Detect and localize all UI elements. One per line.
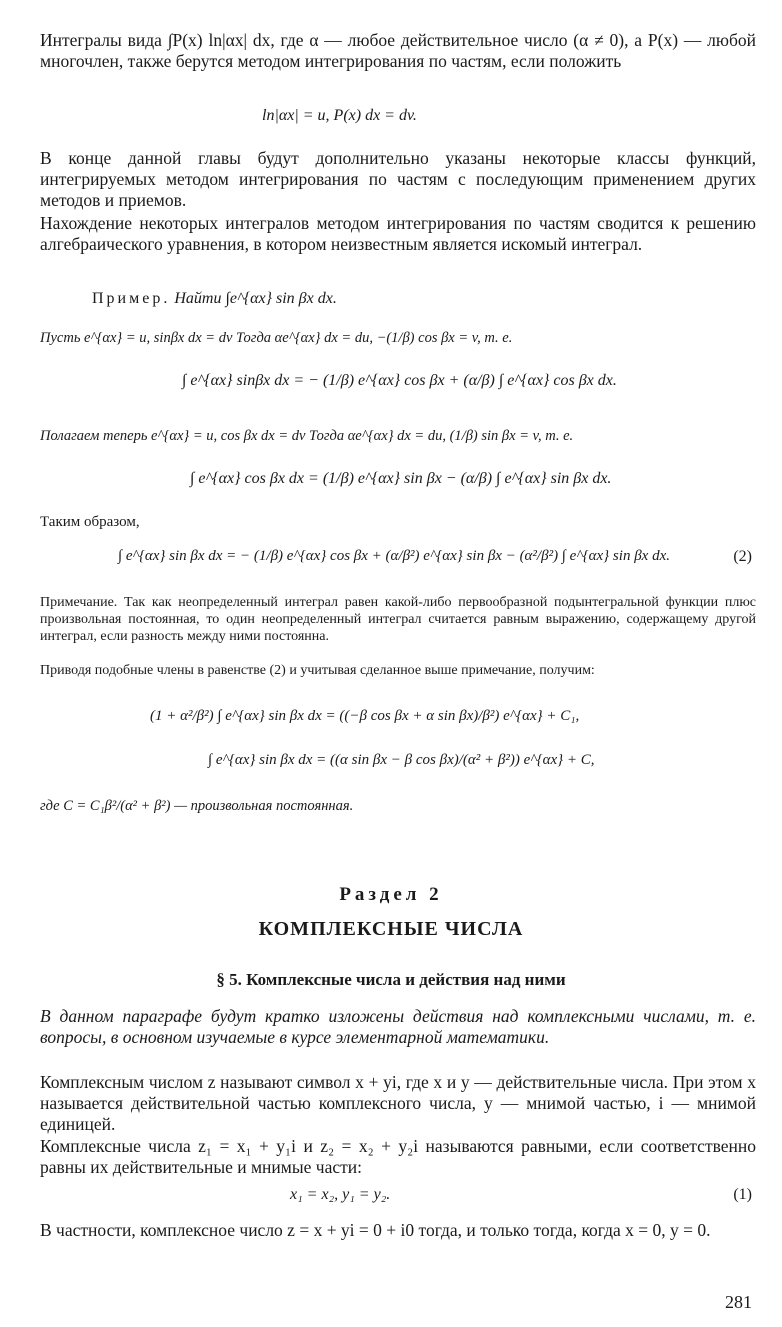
page-number: 281	[725, 1292, 752, 1312]
example-task: Найти ∫e^{αx} sin βx dx.	[174, 290, 337, 307]
example-label: Пример.	[92, 290, 171, 307]
paragraph-zero-complex: В частности, комплексное число z = x + yi = 0 + i0 тогда, и только тогда, когда x = 0, y = 0.	[40, 1220, 711, 1240]
note-paragraph: Примечание. Так как неопределенный интеграл равен какой-либо первообразной подынтегральной функции плюс произвольная постоянная, то один неопределенный интеграл считается равным выражению, содержащему другой интеграл, если разность между ними постоянна.	[40, 595, 756, 644]
equation-1: x₁ = x₂, y₁ = y₂.	[290, 1186, 391, 1203]
paragraph-equal-complex: Комплексные числа z₁ = x₁ + y₁i и z₂ = x₂ + y₂i называются равными, если соответственно равны их действительные и мнимые части:	[40, 1136, 756, 1177]
equation-2: ∫ e^{αx} sin βx dx = − (1/β) e^{αx} cos βx + (α/β²) e^{αx} sin βx − (α²/β²) ∫ e^{αx} sin βx dx.	[118, 548, 670, 564]
first-substitution: Пусть e^{αx} = u, sinβx dx = dv Тогда αe^{αx} dx = du, −(1/β) cos βx = v, т. е.	[40, 330, 513, 346]
formula-substitution-log: ln|αx| = u, P(x) dx = dv.	[262, 107, 417, 124]
equation-2-number: (2)	[733, 548, 752, 565]
paragraph-end-of-chapter: В конце данной главы будут дополнительно указаны некоторые классы функций, интегрируемых методом интегрирования по частям с последующим применением других методов и приемов.	[40, 148, 756, 210]
section-title: КОМПЛЕКСНЫЕ ЧИСЛА	[258, 918, 524, 940]
paragraph-complex-definition: Комплексным числом z называют символ x + yi, где x и y — действительные числа. При этом x называется действительной частью комплексного числа, y — мнимой частью, i — мнимой единицей.	[40, 1072, 756, 1134]
bringing-like-terms: Приводя подобные члены в равенстве (2) и учитывая сделанное выше примечание, получим:	[40, 663, 595, 678]
equation-3: (1 + α²/β²) ∫ e^{αx} sin βx dx = ((−β cos βx + α sin βx)/β²) e^{αx} + C₁,	[150, 708, 580, 724]
paragraph-intro-complex: В данном параграфе будут кратко изложены действия над комплексными числами, т. е. вопросы, в основном изучаемые в курсе элементарной математики.	[40, 1006, 756, 1047]
equation-4: ∫ e^{αx} sin βx dx = ((α sin βx − β cos βx)/(α² + β²)) e^{αx} + C,	[208, 752, 595, 768]
paragraph-title: § 5. Комплексные числа и действия над ними	[216, 970, 566, 989]
equation-cos-by-parts: ∫ e^{αx} cos βx dx = (1/β) e^{αx} sin βx − (α/β) ∫ e^{αx} sin βx dx.	[190, 470, 612, 487]
constant-definition: где C = C₁β²/(α² + β²) — произвольная постоянная.	[40, 798, 354, 814]
thus-label: Таким образом,	[40, 514, 140, 530]
equation-sin-by-parts: ∫ e^{αx} sinβx dx = − (1/β) e^{αx} cos βx + (α/β) ∫ e^{αx} cos βx dx.	[182, 372, 617, 389]
equation-1-number: (1)	[733, 1186, 752, 1203]
example-heading	[92, 290, 337, 308]
paragraph-log-integrals: Интегралы вида ∫P(x) ln|αx| dx, где α — любое действительное число (α ≠ 0), а P(x) — любой многочлен, также берутся методом интегрирования по частям, если положить	[40, 30, 756, 71]
paragraph-algebraic-equation: Нахождение некоторых интегралов методом интегрирования по частям сводится к решению алгебраического уравнения, в котором неизвестным является искомый интеграл.	[40, 213, 756, 254]
second-substitution: Полагаем теперь e^{αx} = u, cos βx dx = dv Тогда αe^{αx} dx = du, (1/β) sin βx = v, т. е.	[40, 428, 574, 444]
section-label: Раздел 2	[339, 884, 443, 905]
